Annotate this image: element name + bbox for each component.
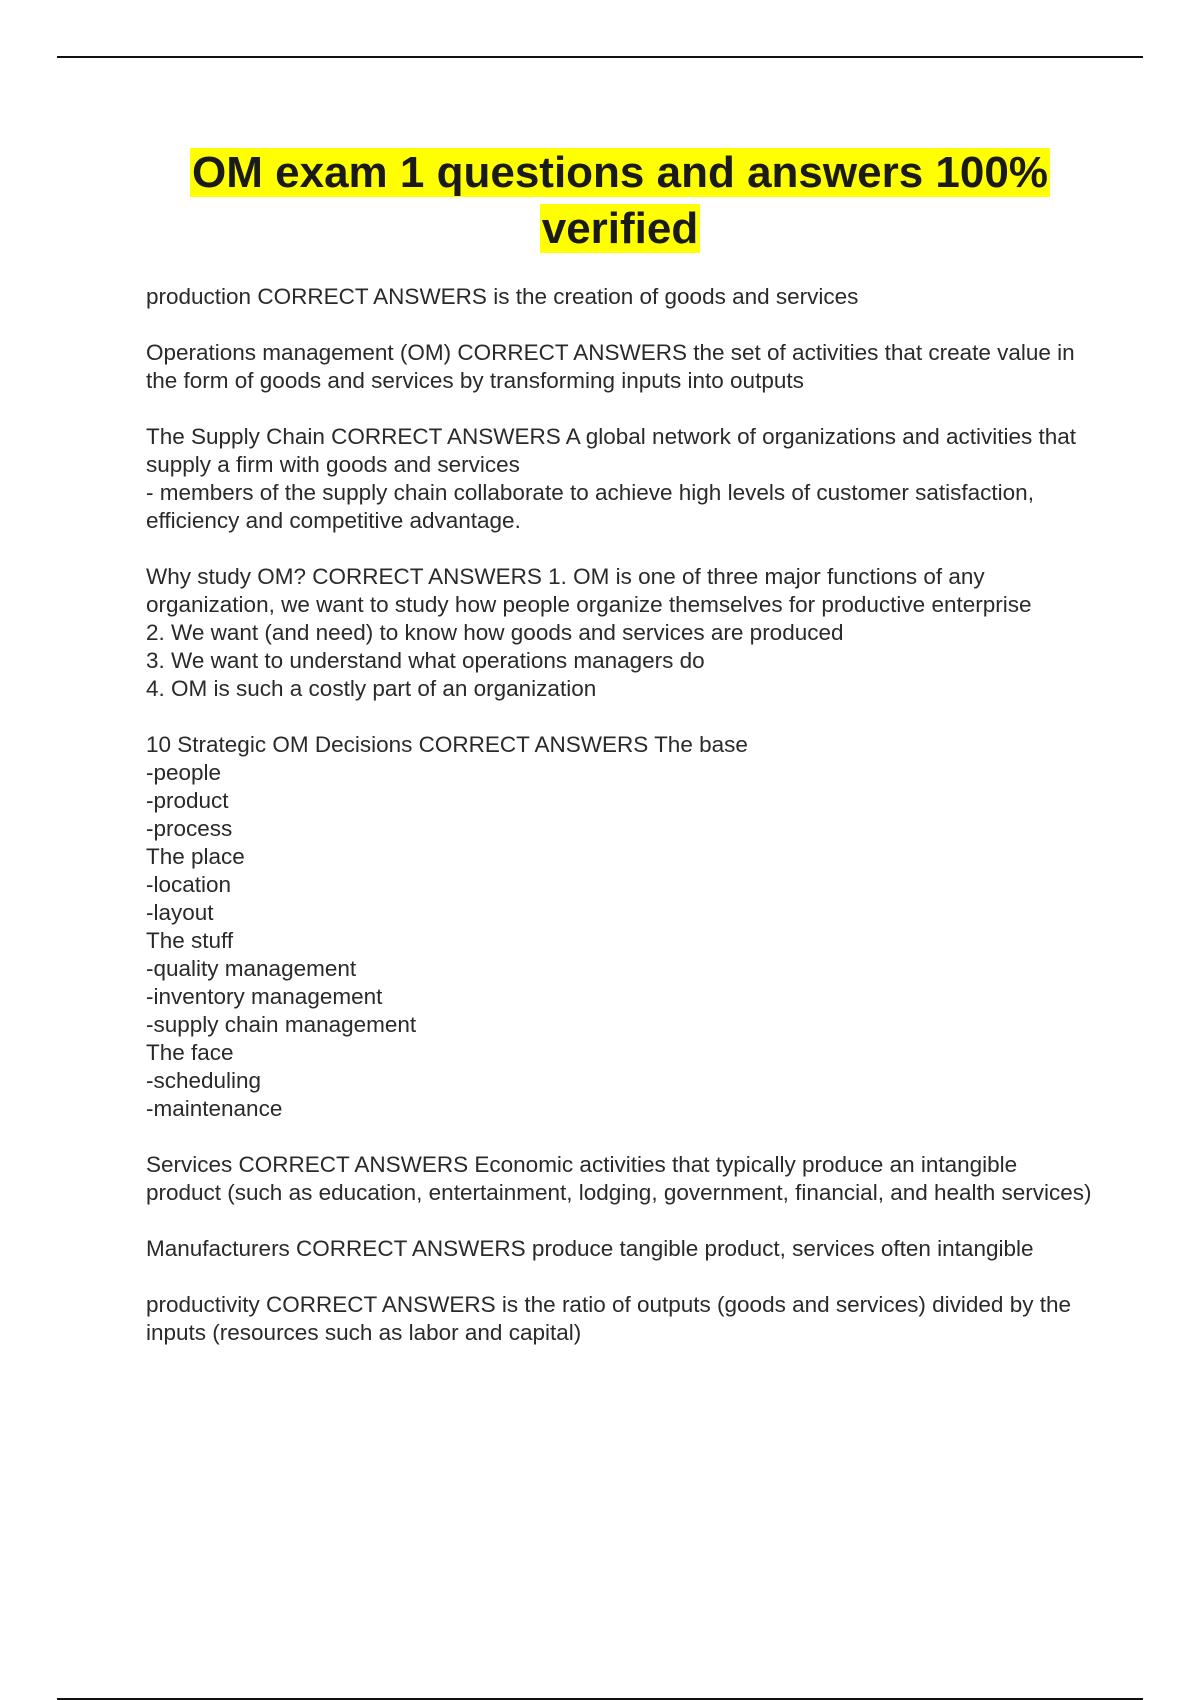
qa-entry — [146, 283, 1096, 311]
header-rule — [57, 56, 1143, 58]
qa-entry-line: Why study OM? CORRECT ANSWERS 1. OM is one of three major functions of any organization, we want to study how people organize themselves for productive enterprise — [146, 564, 1032, 617]
qa-entry-line: 10 Strategic OM Decisions CORRECT ANSWERS The base — [146, 732, 748, 757]
qa-entry — [146, 1151, 1096, 1207]
qa-entry — [146, 339, 1096, 395]
qa-entry-line: -inventory management — [146, 984, 383, 1009]
qa-entry-line: 3. We want to understand what operations managers do — [146, 648, 705, 673]
qa-entry-line: 2. We want (and need) to know how goods and services are produced — [146, 620, 844, 645]
qa-entry-line: -people — [146, 760, 222, 785]
qa-entry-line: -process — [146, 816, 233, 841]
qa-entry-line: -quality management — [146, 956, 357, 981]
title-line-1: OM exam 1 questions and answers 100% — [192, 148, 1048, 197]
qa-entry-line: The stuff — [146, 928, 234, 953]
qa-entry-line: - members of the supply chain collaborate to achieve high levels of customer satisfaction, efficiency and competitive advantage. — [146, 480, 1034, 533]
qa-entry-line: -maintenance — [146, 1096, 283, 1121]
qa-entry-line: Manufacturers CORRECT ANSWERS produce tangible product, services often intangible — [146, 1236, 1034, 1261]
qa-entry — [146, 1291, 1096, 1347]
qa-entry-line: -layout — [146, 900, 214, 925]
qa-entry-line: Operations management (OM) CORRECT ANSWERS the set of activities that create value in the form of goods and services by transforming inputs into outputs — [146, 340, 1075, 393]
qa-entry — [146, 563, 1096, 703]
qa-entry — [146, 423, 1096, 535]
qa-entry-line: 4. OM is such a costly part of an organization — [146, 676, 597, 701]
title-line-2: verified — [541, 204, 699, 253]
qa-entry-line: The face — [146, 1040, 234, 1065]
qa-entry-line: -scheduling — [146, 1068, 262, 1093]
qa-entry-line: -location — [146, 872, 232, 897]
qa-entry — [146, 731, 1096, 1123]
qa-entry — [146, 1235, 1096, 1263]
qa-entry-line: productivity CORRECT ANSWERS is the ratio of outputs (goods and services) divided by the inputs (resources such as labor and capital) — [146, 1292, 1071, 1345]
qa-entry-line: -product — [146, 788, 229, 813]
qa-entry-line: The place — [146, 844, 245, 869]
qa-list — [146, 283, 1096, 1375]
qa-entry-line: production CORRECT ANSWERS is the creation of goods and services — [146, 284, 859, 309]
qa-entry-line: -supply chain management — [146, 1012, 417, 1037]
page-title — [140, 145, 1100, 257]
qa-entry-line: The Supply Chain CORRECT ANSWERS A global network of organizations and activities that supply a firm with goods and services — [146, 424, 1077, 477]
qa-entry-line: Services CORRECT ANSWERS Economic activities that typically produce an intangible product (such as education, entertainment, lodging, government, financial, and health services) — [146, 1152, 1092, 1205]
